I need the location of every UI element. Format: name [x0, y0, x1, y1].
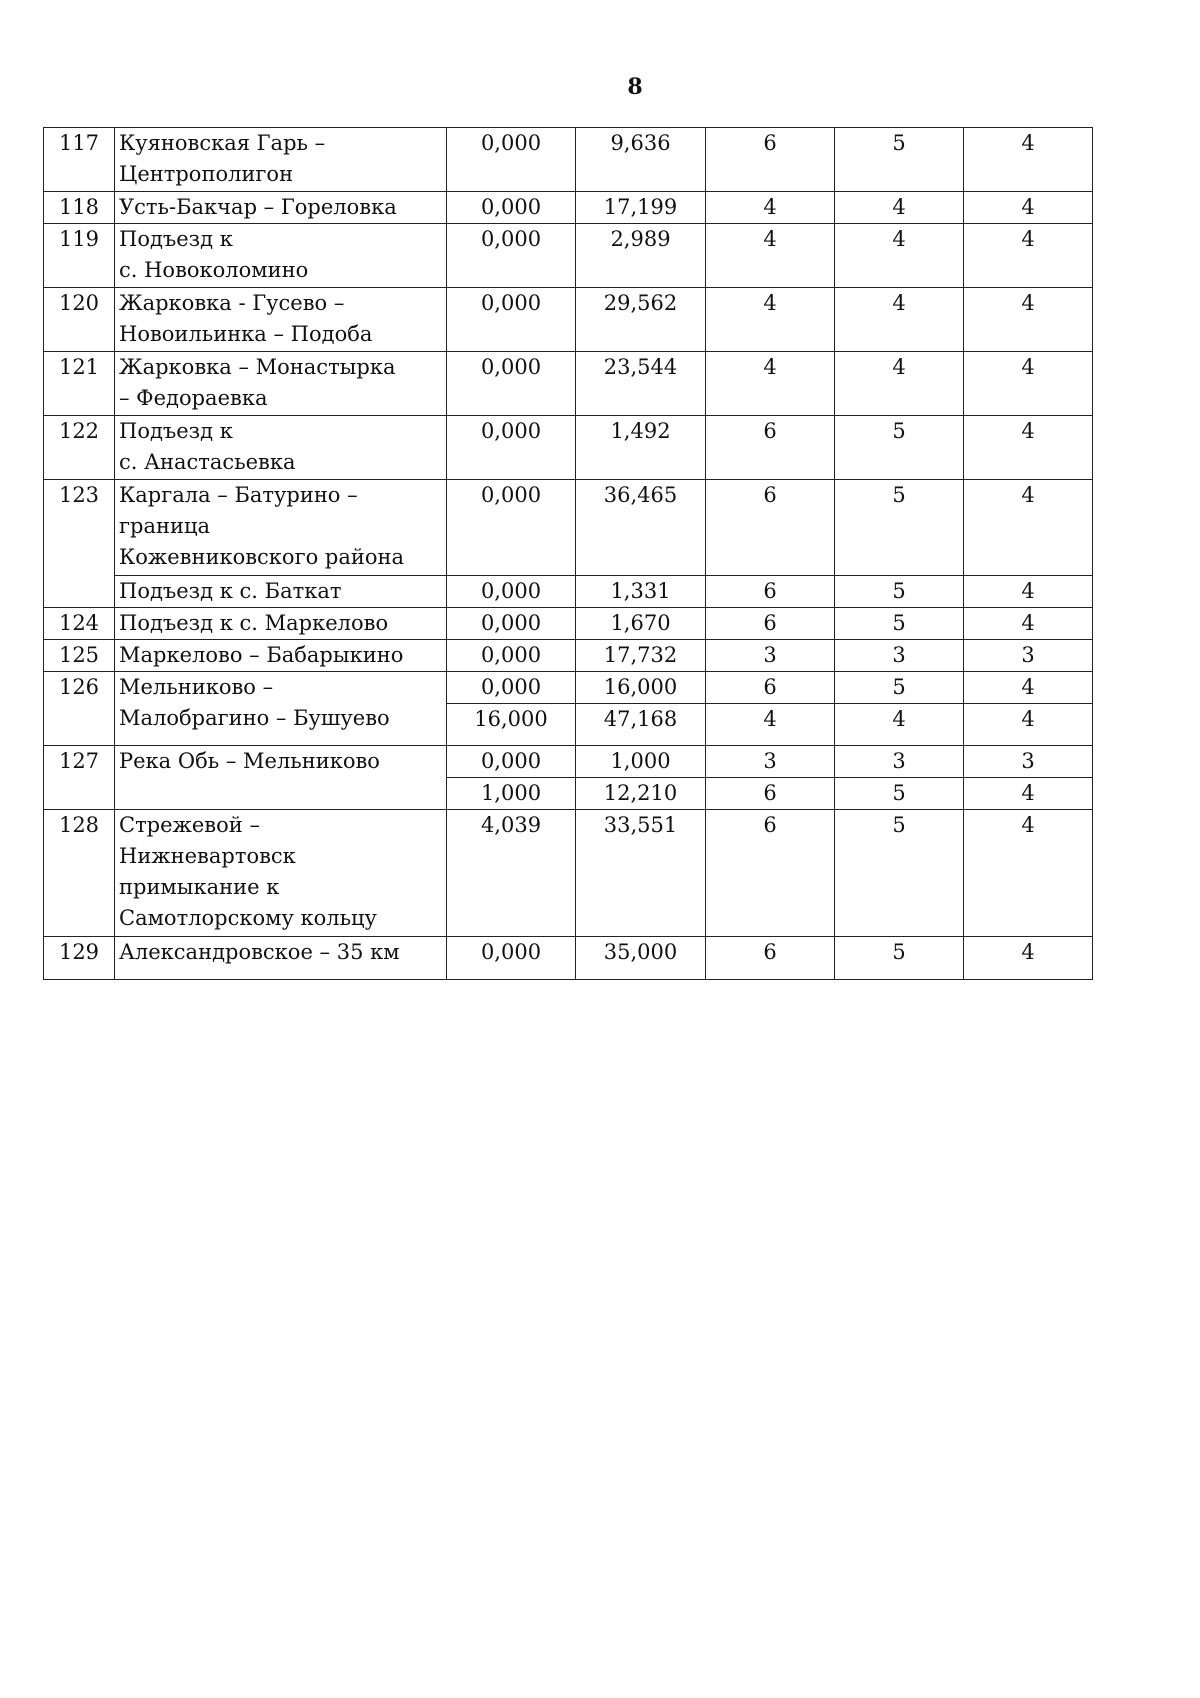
page-number: 8: [627, 74, 643, 100]
road-name: Подъезд к с. Анастасьевка: [115, 416, 447, 480]
row-number: 118: [44, 192, 115, 224]
km-start: 1,000: [447, 778, 576, 810]
table-row: [44, 746, 1093, 778]
value-col-1: 3: [706, 640, 835, 672]
km-end: 2,989: [576, 224, 706, 288]
value-col-1: 4: [706, 192, 835, 224]
value-col-2: 5: [835, 416, 964, 480]
value-col-1: 6: [706, 778, 835, 810]
road-name: Усть-Бакчар – Гореловка: [115, 192, 447, 224]
value-col-3: 4: [964, 128, 1093, 192]
table-row: [44, 352, 1093, 416]
value-col-3: 4: [964, 224, 1093, 288]
km-end: 35,000: [576, 937, 706, 980]
value-col-1: 4: [706, 352, 835, 416]
value-col-2: 4: [835, 288, 964, 352]
value-col-2: 4: [835, 352, 964, 416]
km-start: 0,000: [447, 937, 576, 980]
km-end: 12,210: [576, 778, 706, 810]
km-end: 36,465: [576, 480, 706, 576]
row-number: 123: [44, 480, 115, 608]
km-start: 0,000: [447, 640, 576, 672]
value-col-3: 4: [964, 288, 1093, 352]
road-name: Жарковка - Гусево – Новоильинка – Подоба: [115, 288, 447, 352]
value-col-1: 6: [706, 416, 835, 480]
km-start: 4,039: [447, 810, 576, 937]
row-number: 125: [44, 640, 115, 672]
value-col-2: 3: [835, 746, 964, 778]
row-number: 122: [44, 416, 115, 480]
km-end: 29,562: [576, 288, 706, 352]
km-end: 23,544: [576, 352, 706, 416]
row-number: 127: [44, 746, 115, 810]
km-end: 16,000: [576, 672, 706, 704]
km-start: 0,000: [447, 576, 576, 608]
value-col-1: 6: [706, 937, 835, 980]
km-end: 47,168: [576, 704, 706, 746]
row-number: 128: [44, 810, 115, 937]
value-col-2: 4: [835, 192, 964, 224]
road-name: Подъезд к с. Новоколомино: [115, 224, 447, 288]
km-start: 0,000: [447, 352, 576, 416]
value-col-3: 4: [964, 672, 1093, 704]
road-name: Куяновская Гарь – Центрополигон: [115, 128, 447, 192]
km-start: 0,000: [447, 746, 576, 778]
table-row: [44, 576, 1093, 608]
km-end: 1,331: [576, 576, 706, 608]
km-start: 0,000: [447, 192, 576, 224]
km-end: 17,199: [576, 192, 706, 224]
road-name: Мельниково – Малобрагино – Бушуево: [115, 672, 447, 746]
row-number: 120: [44, 288, 115, 352]
table-row: [44, 608, 1093, 640]
km-start: 0,000: [447, 416, 576, 480]
value-col-2: 5: [835, 672, 964, 704]
row-number: 117: [44, 128, 115, 192]
km-start: 16,000: [447, 704, 576, 746]
value-col-3: 4: [964, 608, 1093, 640]
road-name: Река Обь – Мельниково: [115, 746, 447, 810]
row-number: 124: [44, 608, 115, 640]
km-end: 9,636: [576, 128, 706, 192]
value-col-1: 3: [706, 746, 835, 778]
value-col-3: 3: [964, 746, 1093, 778]
road-name: Каргала – Батурино – граница Кожевниковского района: [115, 480, 447, 576]
value-col-1: 4: [706, 224, 835, 288]
table-row: [44, 192, 1093, 224]
row-number: 126: [44, 672, 115, 746]
value-col-3: 4: [964, 416, 1093, 480]
value-col-3: 4: [964, 192, 1093, 224]
value-col-3: 4: [964, 778, 1093, 810]
value-col-1: 6: [706, 608, 835, 640]
value-col-1: 4: [706, 288, 835, 352]
value-col-2: 5: [835, 937, 964, 980]
value-col-2: 5: [835, 810, 964, 937]
km-end: 1,492: [576, 416, 706, 480]
value-col-1: 6: [706, 810, 835, 937]
row-number: 129: [44, 937, 115, 980]
table-row: [44, 672, 1093, 704]
value-col-2: 5: [835, 778, 964, 810]
row-number: 121: [44, 352, 115, 416]
row-number: 119: [44, 224, 115, 288]
table-row: [44, 416, 1093, 480]
value-col-1: 6: [706, 480, 835, 576]
km-start: 0,000: [447, 672, 576, 704]
value-col-2: 4: [835, 704, 964, 746]
km-end: 33,551: [576, 810, 706, 937]
value-col-1: 6: [706, 128, 835, 192]
road-name: Подъезд к с. Баткат: [115, 576, 447, 608]
value-col-2: 5: [835, 480, 964, 576]
road-name: Жарковка – Монастырка – Федораевка: [115, 352, 447, 416]
km-end: 1,000: [576, 746, 706, 778]
value-col-3: 4: [964, 810, 1093, 937]
value-col-3: 4: [964, 576, 1093, 608]
value-col-1: 6: [706, 672, 835, 704]
km-start: 0,000: [447, 608, 576, 640]
value-col-1: 4: [706, 704, 835, 746]
road-name: Подъезд к с. Маркелово: [115, 608, 447, 640]
km-start: 0,000: [447, 224, 576, 288]
value-col-2: 3: [835, 640, 964, 672]
km-end: 17,732: [576, 640, 706, 672]
road-name: Стрежевой – Нижневартовск примыкание к Самотлорскому кольцу: [115, 810, 447, 937]
table-row: [44, 480, 1093, 576]
value-col-2: 4: [835, 224, 964, 288]
km-start: 0,000: [447, 128, 576, 192]
table-row: [44, 810, 1093, 937]
value-col-2: 5: [835, 608, 964, 640]
value-col-3: 4: [964, 937, 1093, 980]
table-row: [44, 128, 1093, 192]
table-row: [44, 937, 1093, 980]
road-name: Маркелово – Бабарыкино: [115, 640, 447, 672]
table-row: [44, 640, 1093, 672]
value-col-3: 4: [964, 352, 1093, 416]
km-start: 0,000: [447, 288, 576, 352]
value-col-2: 5: [835, 576, 964, 608]
km-start: 0,000: [447, 480, 576, 576]
value-col-2: 5: [835, 128, 964, 192]
value-col-3: 3: [964, 640, 1093, 672]
value-col-1: 6: [706, 576, 835, 608]
road-name: Александровское – 35 км: [115, 937, 447, 980]
roads-table: [43, 127, 1093, 980]
table-row: [44, 224, 1093, 288]
km-end: 1,670: [576, 608, 706, 640]
value-col-3: 4: [964, 704, 1093, 746]
value-col-3: 4: [964, 480, 1093, 576]
table-row: [44, 288, 1093, 352]
